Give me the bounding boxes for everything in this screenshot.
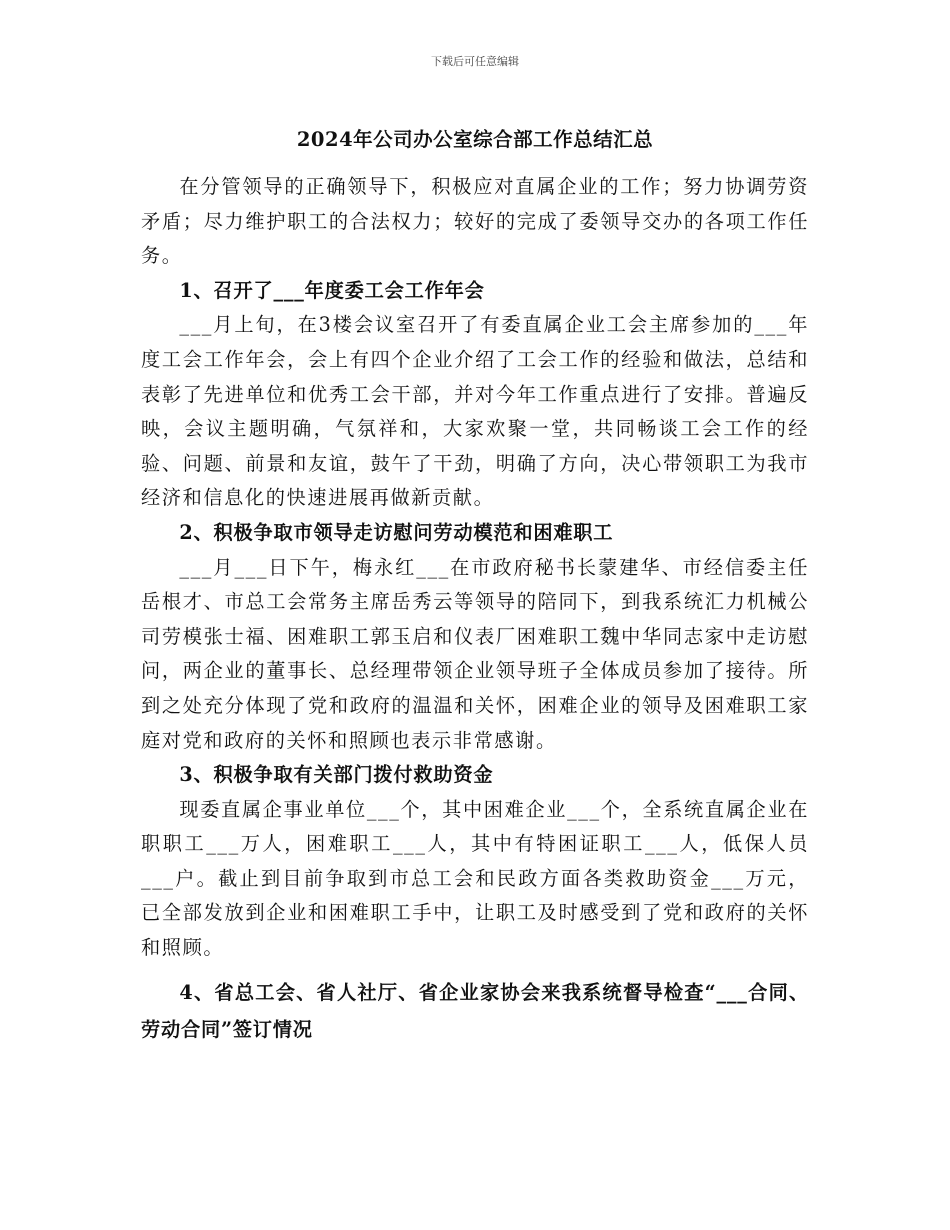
section-2-paragraph: ___月___日下午，梅永红___在市政府秘书长蒙建华、市经信委主任岳根才、市总工会常务主席岳秀云等领导的陪同下，到我系统汇力机械公司劳模张士福、困难职工郭玉启和仪表厂困难职工魏中华同志家中走访慰问，两企业的董事长、总经理带领企业领导班子全体成员参加了接待。所到之处充分体现了党和政府的温温和关怀，困难企业的领导及困难职工家庭对党和政府的关怀和照顾也表示非常感谢。 bbox=[141, 555, 809, 752]
section-1-heading: 1、召开了___年度委工会工作年会 bbox=[179, 278, 485, 302]
document-title: 2024年公司办公室综合部工作总结汇总 bbox=[296, 128, 654, 151]
document-body bbox=[141, 170, 809, 1048]
section-4-heading: 4、省总工会、省人社厅、省企业家协会来我系统督导检查“___合同、劳动合同”签订情况 bbox=[141, 980, 809, 1041]
section-3-paragraph: 现委直属企事业单位___个，其中困难企业___个，全系统直属企业在职职工___万人，困难职工___人，其中有特困证职工___人，低保人员___户。截止到目前争取到市总工会和民政方面各类救助资金___万元，已全部发放到企业和困难职工手中，让职工及时感受到了党和政府的关怀和照顾。 bbox=[141, 797, 809, 960]
intro-paragraph: 在分管领导的正确领导下，积极应对直属企业的工作；努力协调劳资矛盾；尽力维护职工的合法权力；较好的完成了委领导交办的各项工作任务。 bbox=[141, 175, 809, 268]
section-2-heading: 2、积极争取市领导走访慰问劳动模范和困难职工 bbox=[179, 520, 614, 544]
header-note: 下载后可任意编辑 bbox=[431, 55, 519, 68]
section-1-paragraph: ___月上旬，在3楼会议室召开了有委直属企业工会主席参加的___年度工会工作年会，会上有四个企业介绍了工会工作的经验和做法，总结和表彰了先进单位和优秀工会干部，并对今年工作重点进行了安排。普遍反映，会议主题明确，气氛祥和，大家欢聚一堂，共同畅谈工会工作的经验、问题、前景和友谊，鼓午了干劲，明确了方向，决心带领职工为我市经济和信息化的快速进展再做新贡献。 bbox=[141, 313, 809, 510]
section-3-heading: 3、积极争取有关部门拨付救助资金 bbox=[179, 763, 494, 787]
